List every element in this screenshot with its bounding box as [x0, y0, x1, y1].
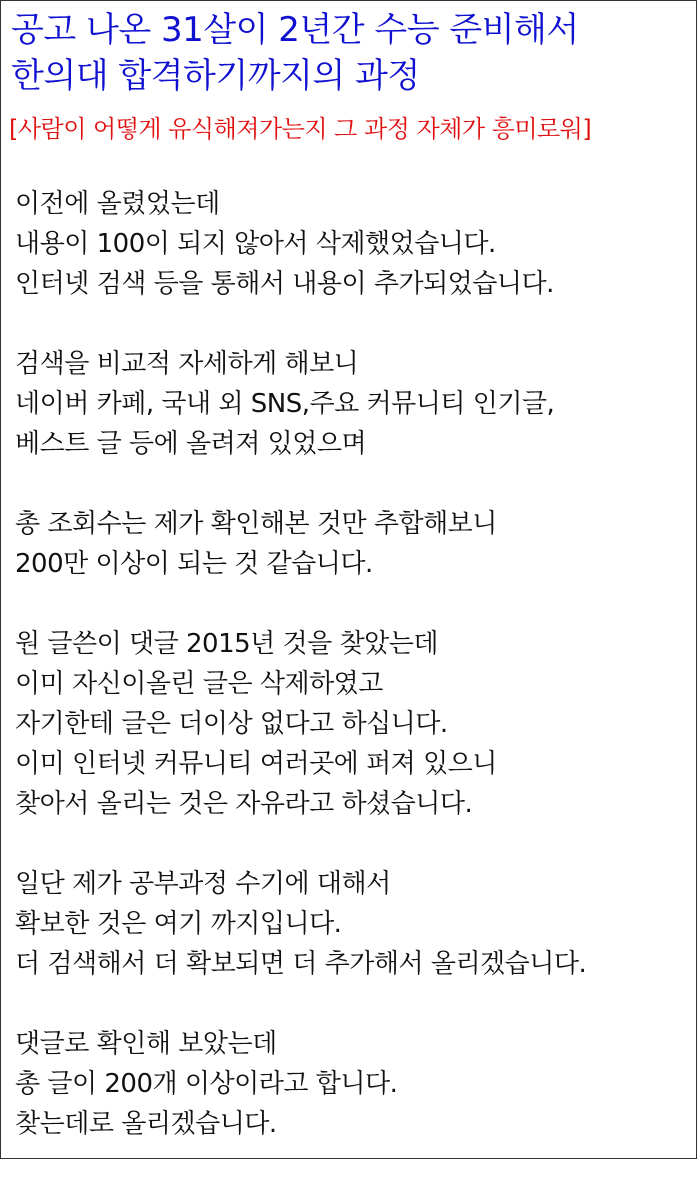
text-line: 자기한테 글은 더이상 없다고 하십니다. — [15, 709, 448, 739]
text-line: 찾아서 올리는 것은 자유라고 하셨습니다. — [15, 789, 473, 819]
text-line: 확보한 것은 여기 까지입니다. — [15, 909, 342, 939]
text-line: 총 조회수는 제가 확인해본 것만 추합해보니 — [15, 509, 497, 539]
paragraph — [15, 1024, 586, 1144]
text-line: 이미 자신이올린 글은 삭제하였고 — [15, 669, 383, 699]
paragraph — [15, 184, 586, 304]
text-line: 네이버 카페, 국내 외 SNS,주요 커뮤니티 인기글, — [15, 389, 555, 419]
text-line: 일단 제가 공부과정 수기에 대해서 — [15, 869, 391, 899]
text-line: 찾는데로 올리겠습니다. — [15, 1109, 277, 1139]
title-line: 한의대 합격하기까지의 과정 — [11, 56, 420, 96]
paragraph — [15, 624, 586, 824]
text-line: 총 글이 200개 이상이라고 합니다. — [15, 1069, 398, 1099]
text-line: 인터넷 검색 등을 통해서 내용이 추가되었습니다. — [15, 269, 554, 299]
title-line: 공고 나온 31살이 2년간 수능 준비해서 — [11, 10, 579, 50]
document-title — [11, 7, 579, 99]
document-body — [15, 184, 586, 1184]
paragraph — [15, 344, 586, 464]
text-line: 검색을 비교적 자세하게 해보니 — [15, 349, 359, 379]
text-line: 이전에 올렸었는데 — [15, 189, 220, 219]
paragraph — [15, 504, 586, 584]
text-line: 이미 인터넷 커뮤니티 여러곳에 퍼져 있으니 — [15, 749, 497, 779]
text-line: 댓글로 확인해 보았는데 — [15, 1029, 277, 1059]
text-line: 더 검색해서 더 확보되면 더 추가해서 올리겠습니다. — [15, 949, 587, 979]
text-line: 원 글쓴이 댓글 2015년 것을 찾았는데 — [15, 629, 438, 659]
text-line: 200만 이상이 되는 것 같습니다. — [15, 549, 373, 579]
text-line: 베스트 글 등에 올려져 있었으며 — [15, 429, 367, 459]
document-subtitle: [사람이 어떻게 유식해져가는지 그 과정 자체가 흥미로워] — [9, 115, 592, 143]
paragraph — [15, 864, 586, 984]
text-line: 내용이 100이 되지 않아서 삭제했었습니다. — [15, 229, 496, 259]
